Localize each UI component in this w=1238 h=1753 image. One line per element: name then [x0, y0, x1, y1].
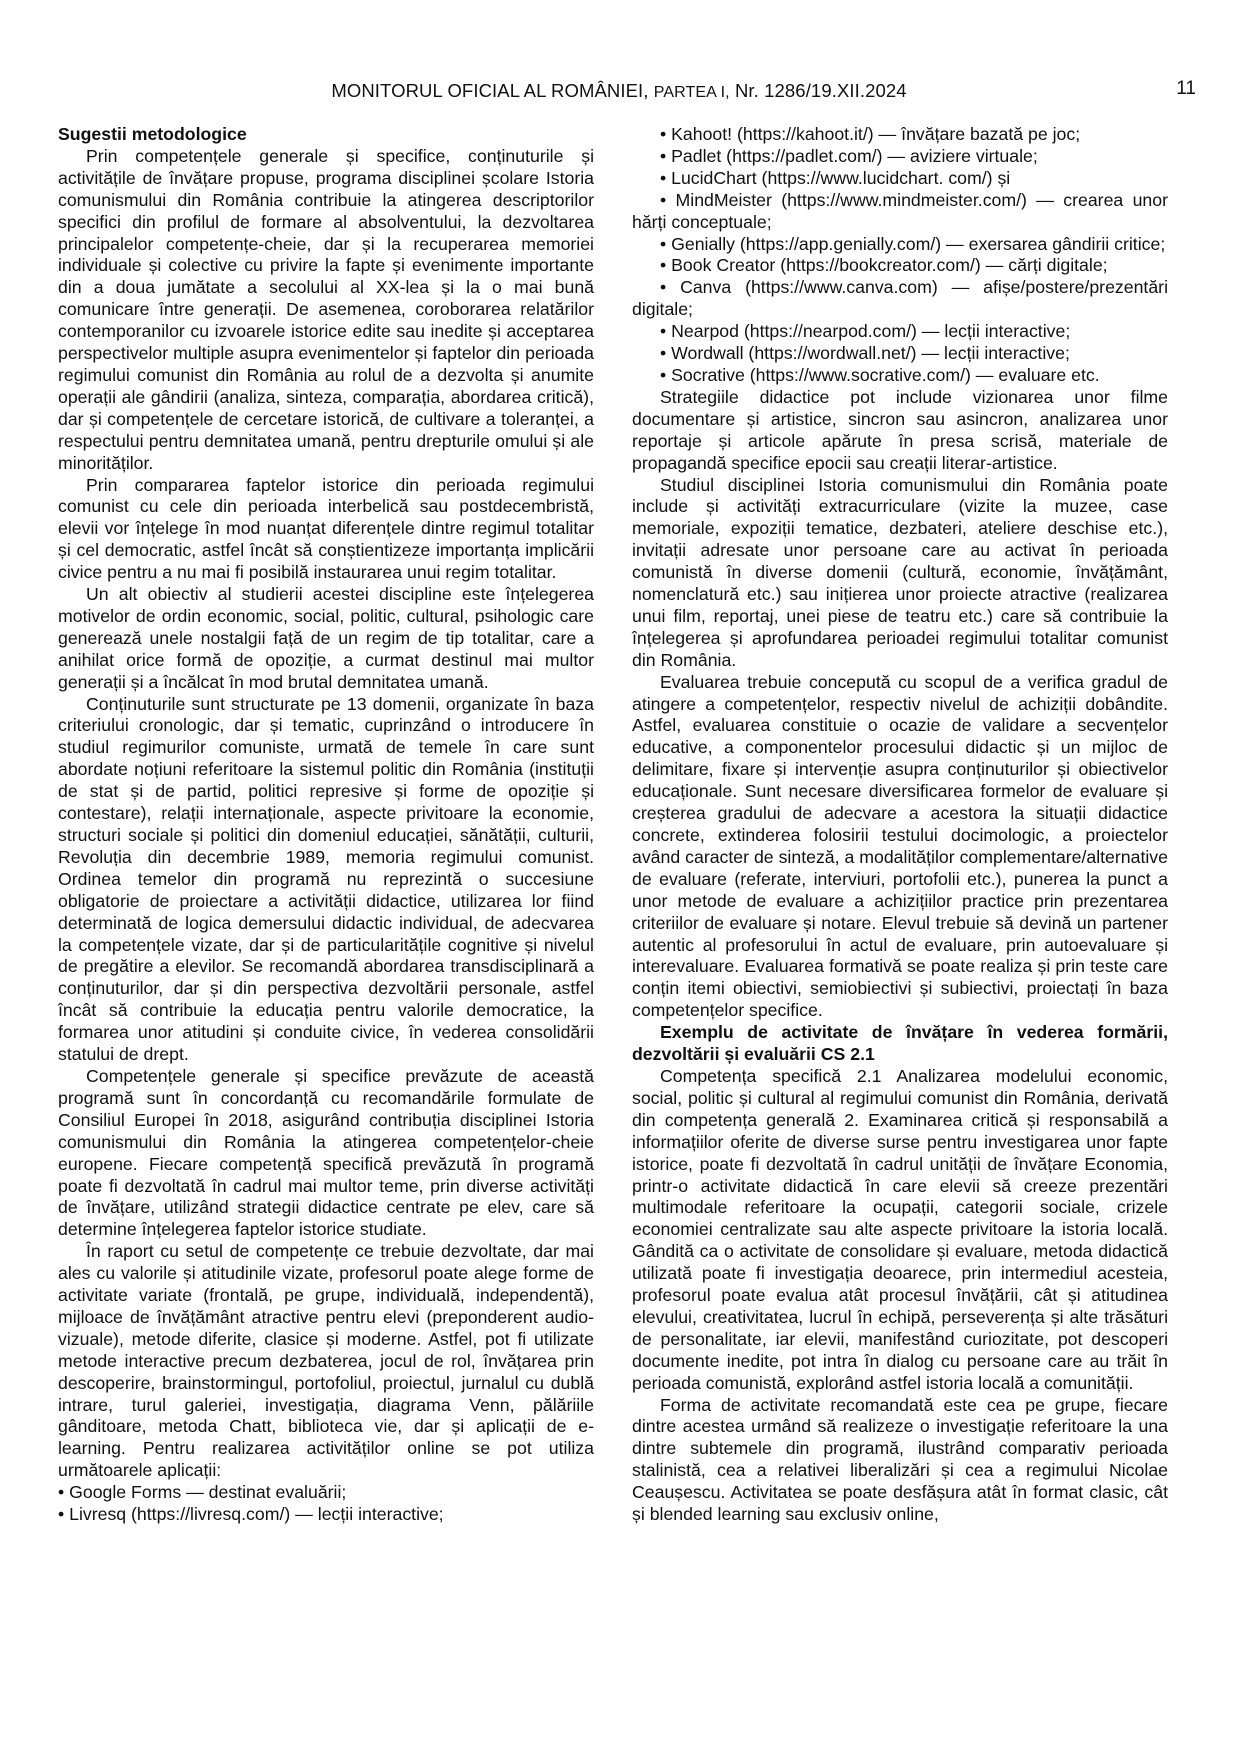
- paragraph: Prin competențele generale și specifice, conținuturile și activitățile de învățare propuse, programa disciplinei școlare Istoria comunismului din România contribuie la atingerea descriptorilor specifici din profilul de formare al absolventului, la dezvoltarea principalelor competențe-cheie, dar și la recuperarea memoriei individuale și colective cu privire la fapte și evenimente importante din a doua jumătate a secolului al XX-lea și la o mai bună comunicare între generații. De asemenea, coroborarea relatărilor contemporanilor cu izvoarele istorice edite sau inedite și acceptarea perspectivelor multiple asupra evenimentelor și faptelor din perioada regimului comunist din România au rolul de a dezvolta și anumite operații ale gândirii (analiza, sinteza, comparația, abordarea critică), dar și competențele de cercetare istorică, de cultivare a toleranței, a respectului pentru demnitatea umană, pentru drepturile omului și ale minorităților.: [58, 145, 594, 473]
- list-item: • Google Forms — destinat evaluării;: [58, 1482, 347, 1503]
- paragraph: Competența specifică 2.1 Analizarea modelului economic, social, politic și cultural al regimului comunist din România, derivată din competența generală 2. Examinarea critică și responsabilă a informațiilor oferite de diverse surse pentru investigarea unor fapte istorice, poate fi dezvoltată în cadrul unității de învățare Economia, printr-o activitate didactică în care elevii să creeze prezentări multimodale referitoare la ocupații, categorii sociale, crizele economiei centralizate sau alte aspecte privitoare la istoria locală. Gândită ca o activitate de consolidare și evaluare, metoda didactică utilizată poate fi investigația deoarece, prin intermediul acesteia, profesorul poate evalua atât procesul învățării, cât și atitudinea elevului, creativitatea, lucrul în echipă, perseverența și alte trăsături de personalitate, iar elevii, manifestând curiozitate, pot descoperi documente inedite, pot intra în dialog cu persoane care au trăit în perioada comunistă, explorând astfel istoria locală a comunității.: [632, 1065, 1168, 1393]
- list-item: • Wordwall (https://wordwall.net/) — lecții interactive;: [660, 343, 1070, 364]
- list-item: • Kahoot! (https://kahoot.it/) — învățare bazată pe joc;: [660, 124, 1081, 144]
- paragraph: Strategiile didactice pot include vizionarea unor filme documentare și artistice, sincron sau asincron, analizarea unor reportaje și articole apărute în presa scrisă, materiale de propagandă specifice epocii sau creații literar-artistice.: [632, 386, 1168, 473]
- paragraph: Studiul disciplinei Istoria comunismului din România poate include și activități extracurriculare (vizite la muzee, case memoriale, expoziții tematice, dezbateri, ateliere deschise etc.), invitații adresate unor persoane care au activat în perioada comunistă în diverse domenii (cultură, economie, învățământ, nomenclatură etc.) sau inițierea unor proiecte atractive (realizarea unui film, reportaj, unei piese de teatru etc.) care să contribuie la înțelegerea și aprofundarea perioadei regimului totalitar comunist din România.: [632, 474, 1168, 670]
- page-header: [0, 80, 1238, 102]
- paragraph: Competențele generale și specifice prevăzute de această programă sunt în concordanță cu recomandările formulate de Consiliul Europei în 2018, asigurând contribuția disciplinei Istoria comunismului din România la atingerea competențelor-cheie europene. Fiecare competență specifică prevăzută în programă poate fi dezvoltată în cadrul mai multor teme, prin diverse activități de învățare, utilizând strategii didactice centrate pe elev, care să determine înțelegerea faptelor istorice studiate.: [58, 1065, 594, 1240]
- paragraph: Conținuturile sunt structurate pe 13 domenii, organizate în baza criteriului cronologic, dar și tematic, cuprinzând o introducere în studiul regimurilor comuniste, urmată de temele în care sunt abordate noțiuni referitoare la sistemul politic din România (instituții de stat și de partid, politici represive și forme de opoziție și contestare), relații internaționale, aspecte privitoare la economie, structuri sociale și politici din domeniul educației, sănătății, culturii, Revoluția din decembrie 1989, memoria regimului comunist. Ordinea temelor din programă nu reprezintă o succesiune obligatorie de proiectare a activității didactice, utilizarea lor fiind determinată de logica demersului didactic individual, de adecvarea la competențele vizate, dar și de particularitățile cognitive și nivelul de pregătire a elevilor. Se recomandă abordarea transdisciplinară a conținuturilor, dar și din perspectiva dezvoltării personale, astfel încât să contribuie la educația pentru valorile democratice, la formarea unor atitudini și conduite civice, în vederea consolidării statului de drept.: [58, 693, 594, 1065]
- paragraph: Forma de activitate recomandată este cea pe grupe, fiecare dintre acestea urmând să realizeze o investigație referitoare la una dintre subtemele din programă, ilustrând comparativ perioada stalinistă, cea a relativei liberalizări și cea a regimului Nicolae Ceaușescu. Activitatea se poate desfășura atât în format clasic, cât și blended learning sau exclusiv online,: [632, 1394, 1168, 1525]
- publication-name: MONITORUL OFICIAL AL ROMÂNIEI,: [331, 80, 649, 101]
- issue-number: Nr. 1286/19.XII.2024: [734, 80, 907, 101]
- list-item: • Socrative (https://www.socrative.com/) — evaluare etc.: [660, 364, 1100, 385]
- paragraph: Evaluarea trebuie concepută cu scopul de a verifica gradul de atingere a competențelor, respectiv nivelul de achiziții dobândite. Astfel, evaluarea constituie o ocazie de validare a secvențelor educative, a componentelor procesului didactic și un mijloc de delimitare, fixare și intervenție asupra conținuturilor și obiectivelor educaționale. Sunt necesare diversificarea formelor de evaluare și creșterea gradului de adecvare a acestora la situații didactice concrete, extinderea folosirii testului docimologic, a proiectelor având caracter de sinteză, a modalităților complementare/alternative de evaluare (referate, interviuri, portofolii etc.), punerea la punct a unor metode de evaluare a achizițiilor practice prin prezentarea criteriilor de evaluare și notare. Elevul trebuie să devină un partener autentic al profesorului în actul de evaluare, prin autoevaluare și interevaluare. Evaluarea formativă se poate realiza și prin teste care conțin itemi obiectivi, semiobiectivi și subiectivi, proiectați în baza competențelor specifice.: [632, 671, 1168, 1021]
- list-item: • Book Creator (https://bookcreator.com/) — cărți digitale;: [660, 255, 1108, 276]
- paragraph: Prin compararea faptelor istorice din perioada regimului comunist cu cele din perioada interbelică sau postdecembristă, elevii vor înțelege în mod nuanțat diferențele dintre regimul totalitar și cel democratic, astfel încât să conștientizeze importanța implicării civice pentru a nu mai fi posibilă instaurarea unui regim totalitar.: [58, 474, 594, 583]
- list-item: • Canva (https://www.canva.com) — afișe/postere/prezentări digitale;: [632, 277, 1168, 320]
- list-item: • Livresq (https://livresq.com/) — lecții interactive;: [58, 1504, 444, 1525]
- section-title: Sugestii metodologice: [58, 124, 247, 144]
- list-item: • Genially (https://app.genially.com/) — exersarea gândirii critice;: [660, 233, 1166, 254]
- list-item: • Padlet (https://padlet.com/) — aviziere virtuale;: [660, 145, 1038, 166]
- list-item: • LucidChart (https://www.lucidchart. com/) și: [660, 167, 1011, 188]
- left-column: [58, 124, 594, 1526]
- list-item: • MindMeister (https://www.mindmeister.com/) — crearea unor hărți conceptuale;: [632, 189, 1168, 232]
- right-column: [632, 124, 1168, 1526]
- example-heading: Exemplu de activitate de învățare în vederea formării, dezvoltării și evaluării CS 2.1: [632, 1022, 1168, 1065]
- list-item: • Nearpod (https://nearpod.com/) — lecții interactive;: [660, 321, 1071, 342]
- paragraph: În raport cu setul de competențe ce trebuie dezvoltate, dar mai ales cu valorile și atitudinile vizate, profesorul poate alege forme de activitate variate (frontală, pe grupe, individuală, independentă), mijloace de învățământ atractive pentru elevi (preponderent audio-vizuale), metode diferite, clasice și moderne. Astfel, pot fi utilizate metode interactive precum dezbaterea, jocul de rol, învățarea prin descoperire, brainstormingul, portofoliul, proiectul, jurnalul cu dublă intrare, turul galeriei, investigația, diagrama Venn, pălăriile gânditoare, metoda Chatt, biblioteca vie, dar și aplicații de e-learning. Pentru realizarea activităților online se pot utiliza următoarele aplicații:: [58, 1241, 594, 1481]
- page-number: 11: [1176, 78, 1196, 99]
- publication-part: PARTEA I,: [653, 84, 730, 101]
- paragraph: Un alt obiectiv al studierii acestei discipline este înțelegerea motivelor de ordin economic, social, politic, cultural, psihologic care generează unele nostalgii față de un regim de tip totalitar, care a anihilat orice formă de opoziție, a curmat destinul mai multor generații și a încălcat în mod brutal demnitatea umană.: [58, 584, 594, 692]
